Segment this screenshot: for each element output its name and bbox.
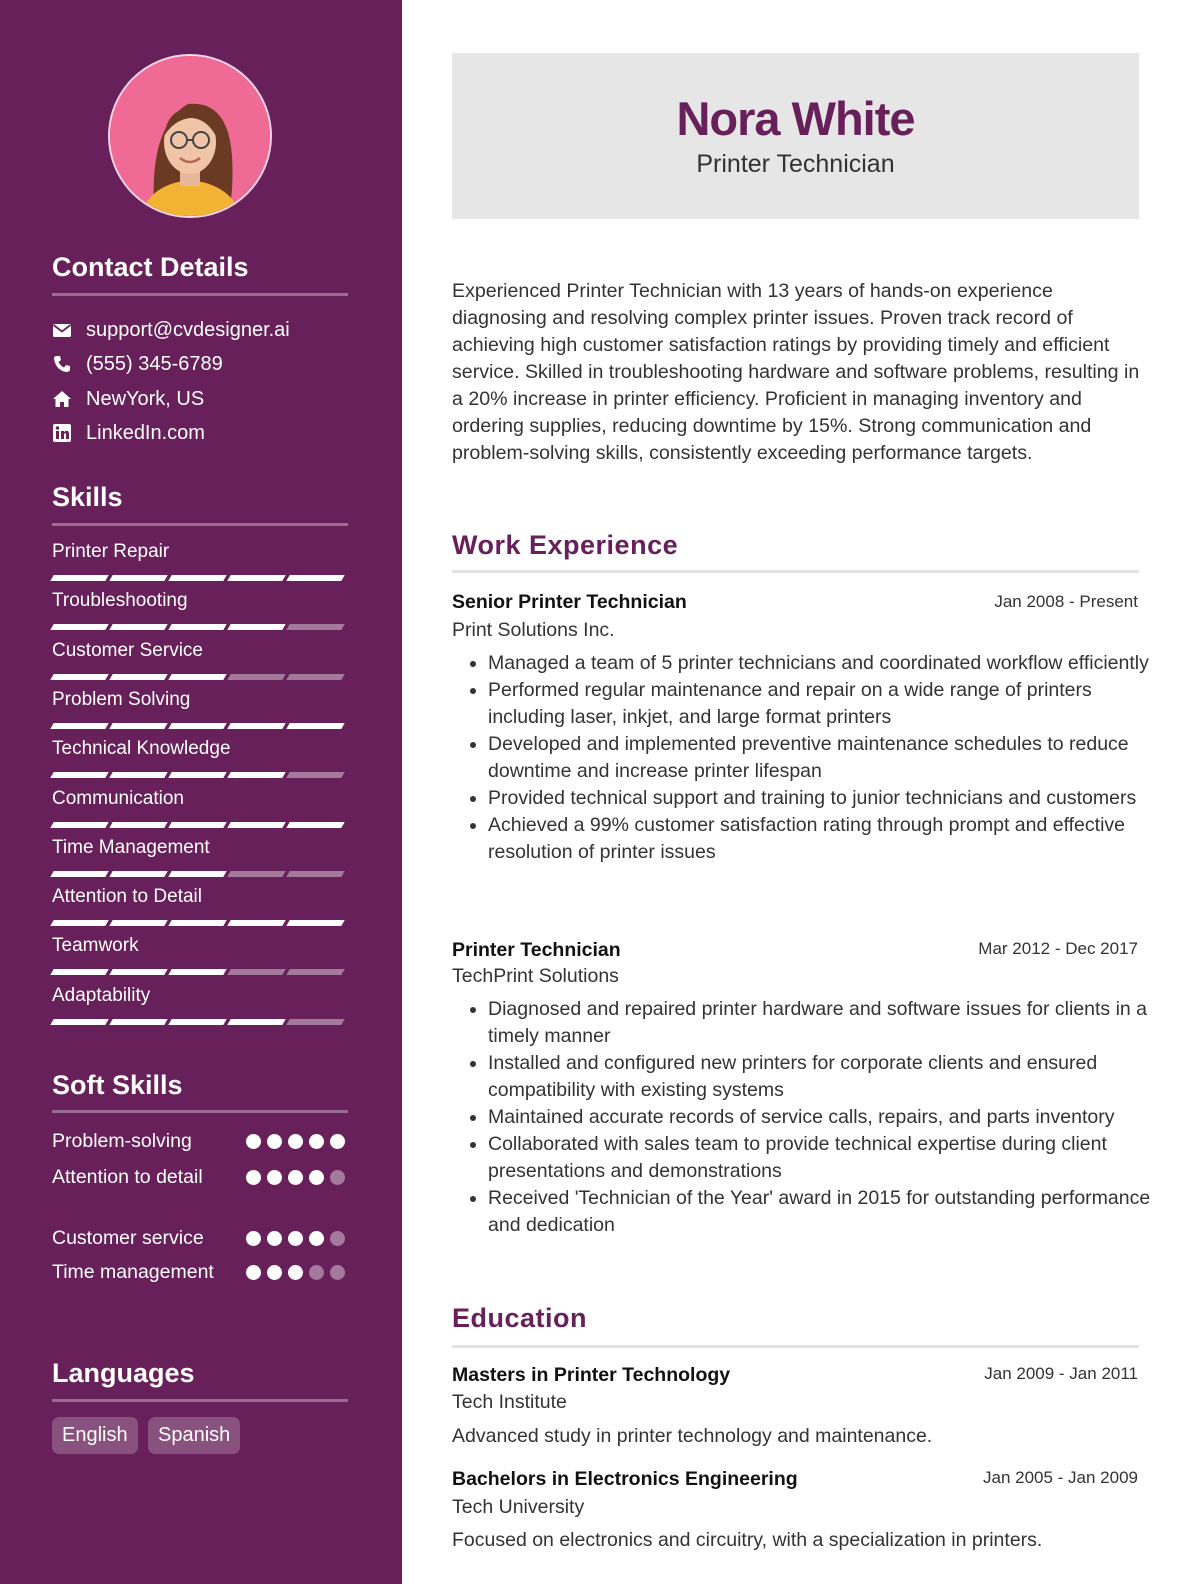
skill-level-bar (52, 772, 343, 778)
person-name: Nora White (676, 92, 915, 145)
divider (52, 1399, 348, 1402)
school-name: Tech Institute (452, 1391, 567, 1413)
skill-label: Communication (52, 787, 184, 809)
contact-location (52, 384, 204, 414)
skill-label: Troubleshooting (52, 590, 188, 612)
degree-dates: Jan 2009 - Jan 2011 (984, 1364, 1138, 1383)
soft-skill-rating (246, 1265, 345, 1280)
list-item: • Managed a team of 5 printer technicians and coordinated workflow efficiently (488, 650, 1164, 677)
skill-level-segment (50, 969, 108, 975)
rating-dot (246, 1231, 261, 1246)
rating-dot (330, 1134, 345, 1149)
skill-level-segment (109, 920, 167, 926)
home-icon (52, 389, 72, 409)
skill-level-bar (52, 723, 343, 729)
skill-level-segment (227, 1019, 285, 1025)
sidebar (0, 0, 402, 1584)
soft-skill-label: Time management (52, 1261, 214, 1283)
rating-dot (288, 1231, 303, 1246)
divider (52, 523, 348, 526)
skill-level-segment (286, 674, 344, 680)
rating-dot (288, 1134, 303, 1149)
skill-level-segment (227, 575, 285, 581)
job-company: TechPrint Solutions (452, 965, 619, 987)
profile-photo (110, 56, 270, 216)
skill-level-segment (286, 871, 344, 877)
skill-level-segment (109, 575, 167, 581)
name-header (452, 53, 1139, 219)
skill-level-segment (286, 822, 344, 828)
skill-level-segment (168, 772, 226, 778)
list-item: • Performed regular maintenance and repair on a wide range of printers including laser, inkjet, and large format printers (488, 677, 1164, 731)
envelope-icon (52, 320, 72, 340)
contact-phone-text: (555) 345-6789 (86, 352, 223, 375)
job-company: Print Solutions Inc. (452, 619, 615, 641)
skill-level-segment (50, 674, 108, 680)
skill-level-segment (286, 920, 344, 926)
linkedin-icon (52, 423, 72, 443)
job-bullets (466, 650, 1164, 866)
list-item: • Maintained accurate records of service calls, repairs, and parts inventory (488, 1104, 1164, 1131)
skill-level-segment (286, 723, 344, 729)
degree-title: Bachelors in Electronics Engineering (452, 1468, 798, 1490)
list-item: • Collaborated with sales team to provide technical expertise during client presentations and demonstrations (488, 1131, 1164, 1185)
summary-text: Experienced Printer Technician with 13 years of hands-on experience diagnosing and resolving complex printer issues. Proven track record of achieving high customer satisfaction ratings by providing timely and efficient service. Skilled in troubleshooting hardware and software problems, resulting in a 20% increase in printer efficiency. Proficient in managing inventory and ordering supplies, reducing downtime by 15%. Strong communication and problem-solving skills, consistently exceeding performance targets. (452, 280, 1140, 464)
skill-label: Problem Solving (52, 688, 191, 710)
skills-heading: Skills (52, 482, 123, 512)
skill-level-segment (286, 575, 344, 581)
skill-level-segment (109, 871, 167, 877)
skill-level-segment (50, 920, 108, 926)
soft-skill-rating (246, 1231, 345, 1246)
rating-dot (246, 1265, 261, 1280)
skill-level-segment (286, 969, 344, 975)
skill-level-bar (52, 969, 343, 975)
skill-level-segment (50, 1019, 108, 1025)
languages-heading: Languages (52, 1358, 195, 1388)
list-item: • Received 'Technician of the Year' award in 2015 for outstanding performance and dedication (488, 1185, 1164, 1239)
divider (52, 293, 348, 296)
skill-level-segment (168, 723, 226, 729)
degree-dates: Jan 2005 - Jan 2009 (982, 1468, 1138, 1487)
list-item: • Developed and implemented preventive maintenance schedules to reduce downtime and increase printer lifespan (488, 731, 1164, 785)
skill-level-segment (168, 575, 226, 581)
rating-dot (309, 1170, 324, 1185)
skill-level-segment (50, 723, 108, 729)
language-chip-spanish: Spanish (148, 1417, 240, 1454)
rating-dot (267, 1231, 282, 1246)
skill-label: Teamwork (52, 935, 139, 957)
skill-level-segment (50, 772, 108, 778)
list-item: • Provided technical support and training to junior technicians and customers (488, 785, 1164, 812)
contact-email[interactable] (52, 315, 290, 345)
skill-level-segment (227, 822, 285, 828)
skill-level-segment (227, 723, 285, 729)
skill-level-bar (52, 575, 343, 581)
divider (52, 1110, 348, 1113)
skill-level-segment (286, 624, 344, 630)
degree-description: Focused on electronics and circuitry, with a specialization in printers. (452, 1529, 1043, 1551)
skill-level-bar (52, 871, 343, 877)
soft-skill-label: Problem-solving (52, 1130, 192, 1152)
skill-label: Adaptability (52, 984, 151, 1006)
education-heading: Education (452, 1303, 588, 1333)
soft-skills-heading: Soft Skills (52, 1070, 183, 1100)
skill-label: Customer Service (52, 639, 203, 661)
skill-label: Attention to Detail (52, 886, 202, 908)
rating-dot (246, 1134, 261, 1149)
rating-dot (267, 1265, 282, 1280)
skill-level-segment (168, 871, 226, 877)
rating-dot (309, 1134, 324, 1149)
rating-dot (330, 1265, 345, 1280)
degree-title: Masters in Printer Technology (452, 1364, 731, 1386)
job-title: Senior Printer Technician (452, 591, 687, 613)
skill-level-bar (52, 1019, 343, 1025)
soft-skill-label: Customer service (52, 1227, 204, 1249)
skill-level-segment (109, 969, 167, 975)
rating-dot (246, 1170, 261, 1185)
skill-level-segment (286, 1019, 344, 1025)
skill-level-segment (227, 674, 285, 680)
degree-description: Advanced study in printer technology and maintenance. (452, 1425, 933, 1447)
list-item: • Installed and configured new printers for corporate clients and ensured compatibility with existing systems (488, 1050, 1164, 1104)
rating-dot (330, 1170, 345, 1185)
school-name: Tech University (452, 1496, 585, 1518)
contact-phone[interactable] (52, 349, 223, 379)
avatar (108, 54, 272, 218)
skill-level-segment (168, 822, 226, 828)
rating-dot (330, 1231, 345, 1246)
skill-level-segment (109, 674, 167, 680)
skill-level-segment (286, 772, 344, 778)
skill-label: Technical Knowledge (52, 738, 231, 760)
contact-heading: Contact Details (52, 252, 249, 282)
skill-level-segment (109, 624, 167, 630)
skill-level-segment (227, 969, 285, 975)
list-item: • Achieved a 99% customer satisfaction rating through prompt and effective resolution of printer issues (488, 812, 1164, 866)
skill-level-segment (227, 871, 285, 877)
rating-dot (267, 1134, 282, 1149)
skill-level-segment (50, 575, 108, 581)
skill-level-segment (168, 624, 226, 630)
skill-label: Printer Repair (52, 541, 170, 562)
job-title: Printer Technician (452, 939, 621, 961)
rating-dot (309, 1231, 324, 1246)
skill-level-bar (52, 674, 343, 680)
skill-level-segment (109, 822, 167, 828)
phone-icon (52, 354, 72, 374)
skill-level-segment (50, 624, 108, 630)
skill-level-segment (50, 822, 108, 828)
skill-level-segment (50, 871, 108, 877)
skill-level-segment (227, 920, 285, 926)
job-bullets (466, 996, 1164, 1239)
rating-dot (267, 1170, 282, 1185)
soft-skill-rating (246, 1170, 345, 1185)
contact-linkedin[interactable] (52, 418, 205, 448)
divider (452, 1345, 1139, 1348)
contact-email-text: support@cvdesigner.ai (86, 318, 290, 341)
job-dates: Jan 2008 - Present (994, 592, 1138, 611)
skill-level-segment (168, 674, 226, 680)
person-title: Printer Technician (696, 150, 895, 178)
skill-level-bar (52, 920, 343, 926)
contact-location-text: NewYork, US (86, 387, 205, 410)
skill-level-segment (168, 920, 226, 926)
soft-skill-rating (246, 1134, 345, 1149)
skill-level-bar (52, 624, 343, 630)
skill-level-segment (109, 1019, 167, 1025)
skill-level-segment (227, 624, 285, 630)
skill-level-segment (109, 723, 167, 729)
rating-dot (288, 1265, 303, 1280)
job-dates: Mar 2012 - Dec 2017 (978, 939, 1138, 958)
rating-dot (288, 1170, 303, 1185)
list-item: • Diagnosed and repaired printer hardware and software issues for clients in a timely manner (488, 996, 1164, 1050)
skill-level-segment (227, 772, 285, 778)
soft-skill-label: Attention to detail (52, 1166, 203, 1188)
language-chip-english: English (52, 1417, 138, 1454)
skill-level-segment (109, 772, 167, 778)
work-heading: Work Experience (452, 530, 679, 560)
rating-dot (309, 1265, 324, 1280)
contact-linkedin-text: LinkedIn.com (86, 421, 205, 444)
divider (452, 570, 1139, 573)
skill-label: Time Management (52, 836, 210, 858)
skill-level-segment (168, 969, 226, 975)
skill-level-segment (168, 1019, 226, 1025)
skill-level-bar (52, 822, 343, 828)
